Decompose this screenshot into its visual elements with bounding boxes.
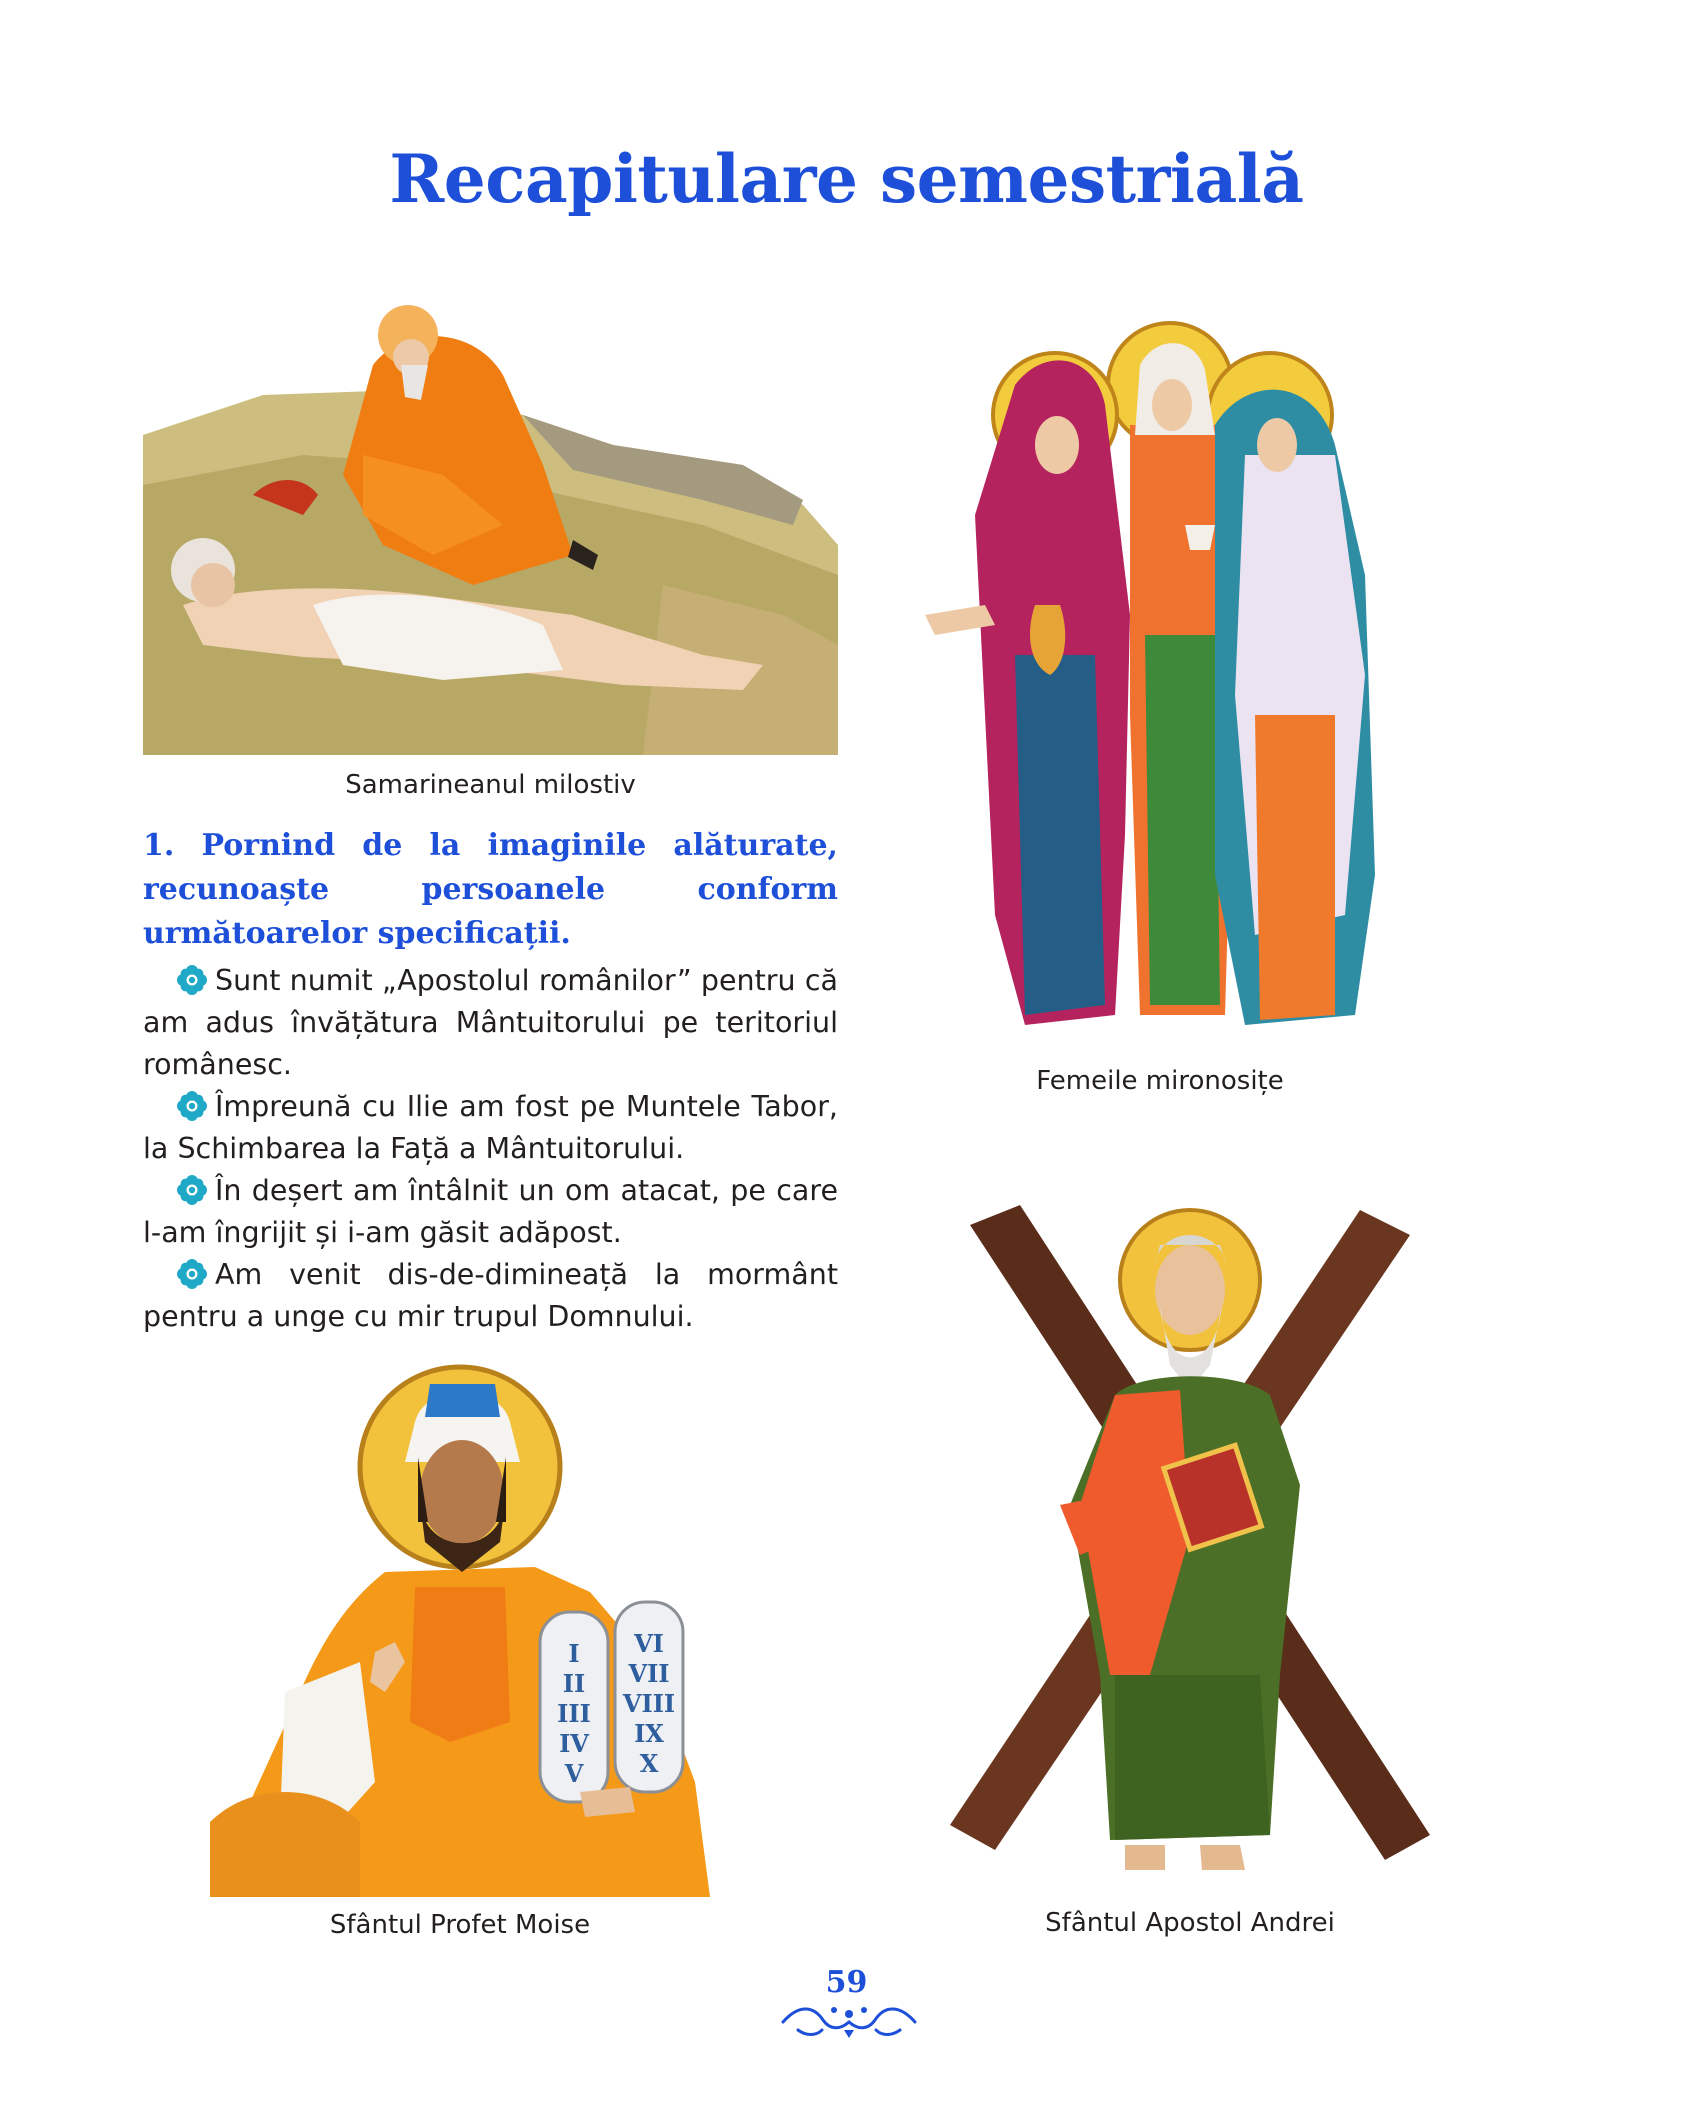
list-item: [143, 1254, 838, 1338]
tablet-numeral: IX: [634, 1719, 664, 1748]
myrrhbearers-caption: Femeile mironosițe: [1036, 1066, 1284, 1096]
flower-icon: [177, 965, 207, 995]
list-item: [143, 960, 838, 1086]
item-text: Împreună cu Ilie am fost pe Muntele Tabor, la Schimbarea la Față a Mântuitorului.: [143, 1090, 838, 1165]
page-number: 59: [825, 1965, 868, 2000]
andrew-image: [940, 1205, 1440, 1895]
item-text: Am venit dis-de-dimineață la mormânt pentru a unge cu mir trupul Domnului.: [143, 1258, 838, 1333]
item-text: Sunt numit „Apostolul românilor” pentru că am adus învățătura Mântuitorului pe teritoriul românesc.: [143, 964, 838, 1081]
list-item: [143, 1086, 838, 1170]
myrrhbearers-image: [915, 315, 1405, 1050]
tablet-numeral: II: [562, 1669, 586, 1698]
item-text: În deșert am întâlnit un om atacat, pe care l-am îngrijit și i-am găsit adăpost.: [143, 1174, 838, 1249]
tablet-numeral: X: [639, 1749, 659, 1778]
moses-caption: Sfântul Profet Moise: [329, 1910, 591, 1940]
andrew-caption: Sfântul Apostol Andrei: [1045, 1908, 1335, 1938]
ornament-icon: [778, 2000, 920, 2040]
tablet-numeral: I: [568, 1639, 580, 1668]
list-item: [143, 1170, 838, 1254]
tablet-numeral: III: [557, 1699, 591, 1728]
tablet-numeral: VI: [634, 1629, 664, 1658]
tablet-numeral: IV: [559, 1729, 589, 1758]
flower-icon: [177, 1259, 207, 1289]
exercise-items: [143, 960, 838, 1338]
exercise-question: 1. Pornind de la imaginile alăturate, recunoaște persoanele conform următoarelor specificații.: [143, 828, 838, 951]
samaritan-caption: Samarineanul milostiv: [345, 770, 636, 800]
flower-icon: [177, 1091, 207, 1121]
samaritan-image: [143, 285, 838, 755]
flower-icon: [177, 1175, 207, 1205]
tablet-numeral: V: [564, 1759, 584, 1788]
tablet-numeral: VIII: [622, 1689, 676, 1718]
tablet-numeral: VII: [628, 1659, 670, 1688]
page-title: Recapitulare semestrială: [389, 140, 1304, 218]
moses-image: [210, 1362, 710, 1897]
